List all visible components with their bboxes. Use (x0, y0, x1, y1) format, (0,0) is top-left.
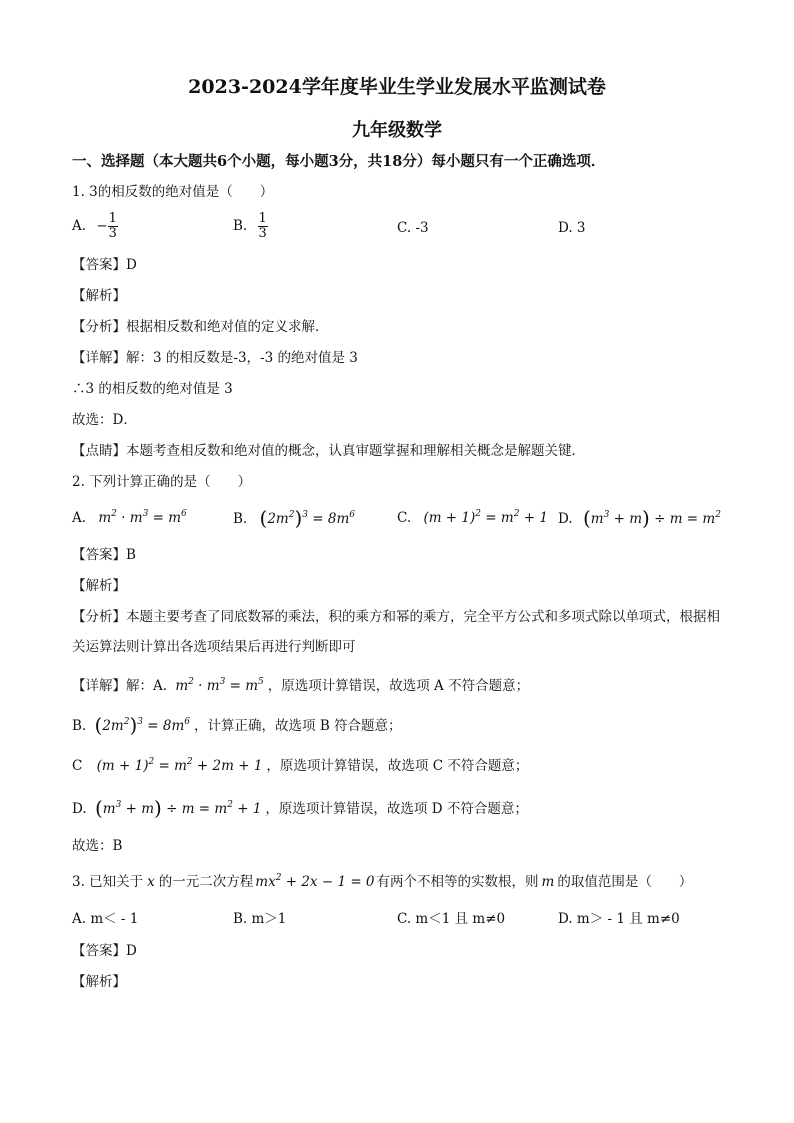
q2-detail-a-text: ，原选项计算错误，故选项 A 不符合题意； (267, 678, 530, 694)
q2-detail-b (72, 715, 402, 736)
q2-option-d (558, 508, 721, 529)
q1-option-b (233, 212, 268, 241)
q1-option-a-sign: − (96, 218, 108, 234)
q2-detail-d-formula: $(m^3 + m) \div m = m^2 + 1$ (94, 796, 262, 820)
comment-label: 【点睛】 (72, 443, 126, 459)
q1-comment (72, 441, 585, 461)
q1-option-b-fraction (258, 212, 268, 241)
q2-option-b-prefix: B. (233, 511, 248, 527)
q3-variable-x: x (147, 874, 155, 890)
fenxi-label: 【分析】 (72, 319, 126, 335)
q1-option-a-denominator: 3 (108, 226, 117, 241)
q1-option-a-numerator: 1 (108, 211, 117, 226)
q2-detail-a-prefix: 解：A. (126, 678, 168, 694)
q1-analysis-label (72, 286, 126, 306)
q3-stem (72, 872, 692, 892)
q2-fenxi (72, 602, 722, 662)
q3-stem-post: 的取值范围是（ ） (557, 874, 693, 890)
analysis-label: 【解析】 (72, 974, 126, 990)
q1-option-a-prefix: A. (72, 218, 87, 234)
q2-option-b-formula: $(2m^2)^3 = 8m^6$ (259, 506, 356, 530)
q1-option-a-fraction (108, 212, 118, 241)
detail-label: 【详解】 (72, 350, 126, 366)
q2-detail-a-formula: $m^2 \cdot m^3 = m^5$ (175, 677, 264, 694)
answer-label: 【答案】 (72, 547, 126, 563)
q1-answer (72, 255, 137, 275)
section-heading: 一、选择题（本大题共6个小题，每小题3分，共18分）每小题只有一个正确选项． (72, 153, 606, 170)
q1-therefore: ∴3 的相反数的绝对值是 3 (72, 381, 233, 397)
detail-label: 【详解】 (72, 678, 126, 694)
q2-answer (72, 545, 136, 565)
q2-detail-d-prefix: D. (72, 801, 87, 817)
analysis-label: 【解析】 (72, 288, 126, 304)
answer-label: 【答案】 (72, 257, 126, 273)
q3-option-d: D. m＞ - 1 且 m≠0 (558, 911, 680, 927)
q2-detail-b-prefix: B. (72, 718, 87, 734)
q1-detail (72, 348, 358, 368)
fenxi-label: 【分析】 (72, 609, 126, 625)
q3-answer-value: D (126, 943, 137, 959)
q2-detail-c (72, 756, 528, 776)
q2-detail-d-text: ，原选项计算错误，故选项 D 不符合题意； (265, 801, 528, 817)
q3-equation: $mx^2 + 2x - 1 = 0$ (255, 873, 375, 890)
q2-detail-b-text: ，计算正确，故选项 B 符合题意； (194, 718, 402, 734)
q2-option-d-formula: $(m^3 + m) \div m = m^2$ (582, 506, 721, 530)
q3-analysis-label (72, 972, 126, 992)
q1-option-a (72, 212, 118, 241)
q1-option-b-denominator: 3 (258, 226, 267, 241)
q1-answer-value: D (126, 257, 137, 273)
exam-title: 2023-2024学年度毕业生学业发展水平监测试卷 (188, 76, 606, 98)
q2-analysis-label (72, 576, 126, 596)
q2-detail-a (72, 676, 529, 696)
q3-stem-mid1: 的一元二次方程 (158, 874, 254, 890)
q2-detail-c-text: ，原选项计算错误，故选项 C 不符合题意； (266, 758, 529, 774)
q2-detail-c-formula: $(m + 1)^2 = m^2 + 2m + 1$ (96, 757, 263, 774)
q2-fenxi-text: 本题主要考查了同底数幂的乘法，积的乘方和幂的乘方，完全平方公式和多项式除以单项式，根据相关运算法则计算出各选项结果后再进行判断即可 (72, 609, 720, 655)
q3-stem-prefix: 3. 已知关于 (72, 874, 144, 890)
q3-answer (72, 941, 137, 961)
q2-option-d-prefix: D. (558, 511, 573, 527)
answer-label: 【答案】 (72, 943, 126, 959)
q1-detail-text: 解：3 的相反数是-3，-3 的绝对值是 3 (126, 350, 358, 366)
q3-option-c: C. m＜1 且 m≠0 (397, 911, 506, 927)
q2-option-c-prefix: C. (397, 510, 412, 526)
q1-option-b-numerator: 1 (258, 211, 267, 226)
q2-answer-value: B (126, 547, 136, 563)
q2-detail-d (72, 798, 528, 819)
q2-option-c (397, 508, 548, 528)
q1-option-d: D. 3 (558, 220, 586, 236)
exam-subtitle: 九年级数学 (352, 120, 442, 141)
q1-choose: 故选：D． (72, 412, 137, 428)
q2-detail-c-prefix: C (72, 758, 83, 774)
q2-option-a-prefix: A. (72, 510, 87, 526)
q3-variable-m: m (541, 874, 555, 890)
q2-option-b (233, 508, 355, 529)
q2-stem: 2. 下列计算正确的是（ ） (72, 474, 252, 490)
q2-option-a (72, 508, 187, 528)
q1-fenxi-text: 根据相反数和绝对值的定义求解． (126, 319, 329, 335)
q1-stem: 1. 3的相反数的绝对值是（ ） (72, 184, 274, 200)
q3-option-b: B. m＞1 (233, 911, 287, 927)
q1-option-c: C. -3 (397, 220, 429, 236)
q2-detail-b-formula: $(2m^2)^3 = 8m^6$ (94, 713, 191, 737)
q2-option-a-formula: $m^2 \cdot m^3 = m^6$ (98, 509, 187, 526)
q2-choose: 故选：B (72, 838, 123, 854)
q1-comment-text: 本题考查相反数和绝对值的概念，认真审题掌握和理解相关概念是解题关键． (126, 443, 585, 459)
analysis-label: 【解析】 (72, 578, 126, 594)
q3-stem-mid2: 有两个不相等的实数根，则 (376, 874, 539, 890)
q3-option-a: A. m＜ - 1 (72, 911, 139, 927)
q1-option-b-prefix: B. (233, 218, 248, 234)
q1-fenxi (72, 317, 329, 337)
q2-option-c-formula: $(m + 1)^2 = m^2 + 1$ (423, 509, 548, 526)
